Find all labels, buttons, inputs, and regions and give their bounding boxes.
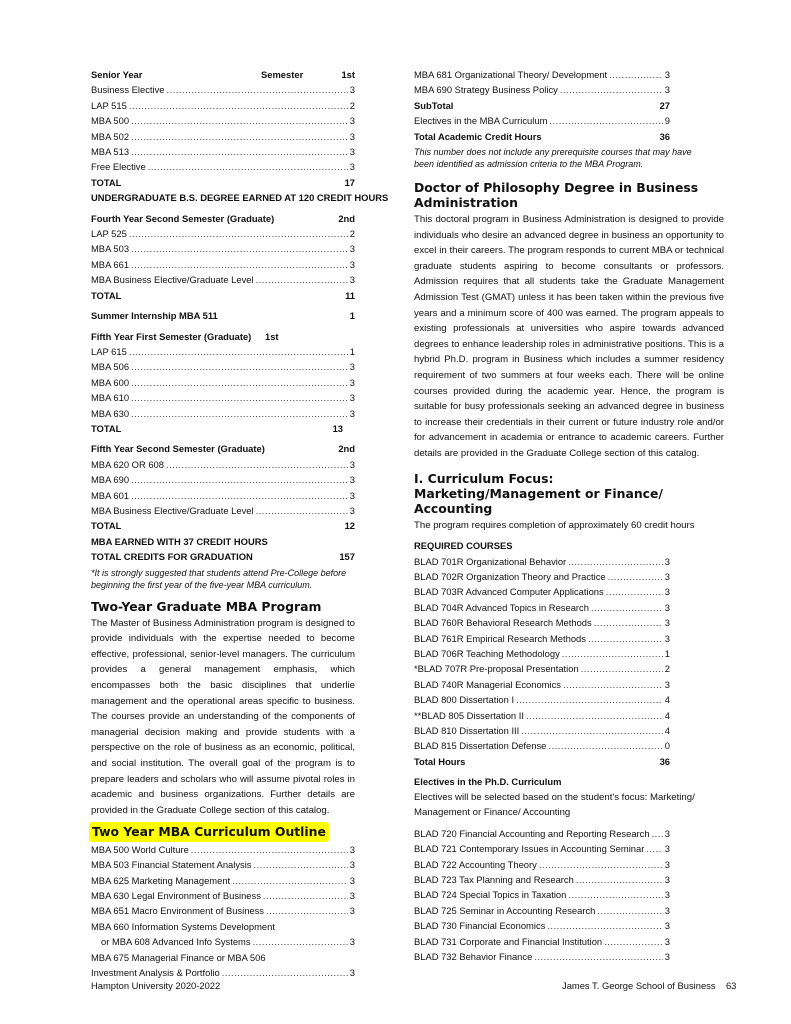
electives-mba-row: Electives in the MBA Curriculum ..... 9 <box>414 113 670 128</box>
outline-course-row-label: MBA 503 Financial Statement Analysis <box>91 859 252 871</box>
fifth-second-course-row <box>91 488 355 503</box>
fifth-first-course-row <box>91 406 355 421</box>
outline-course-row <box>91 873 355 888</box>
elective-course-row <box>414 826 670 841</box>
fifth-first-total-row: TOTAL 13 <box>91 422 343 434</box>
outline-course-row <box>91 903 355 918</box>
fifth-year-first-course-list <box>91 344 355 421</box>
elective-course-row-label: BLAD 730 Financial Economics <box>414 920 546 932</box>
senior-total-row: TOTAL 17 <box>91 176 355 188</box>
fifth-second-course-row <box>91 457 355 472</box>
senior-course-row-credits: 3 <box>349 161 355 173</box>
phd-electives-heading: Electives in the Ph.D. Curriculum <box>414 776 562 788</box>
required-courses-heading: REQUIRED COURSES <box>414 540 513 552</box>
fifth-year-second-course-list <box>91 457 355 519</box>
senior-course-row-label: Free Elective <box>91 161 146 173</box>
required-course-row-credits: 3 <box>664 555 670 567</box>
fifth-second-course-row-label: MBA Business Elective/Graduate Level <box>91 504 254 516</box>
required-course-row-label: BLAD 706R Teaching Methodology <box>414 647 560 659</box>
phd-electives-paragraph: Electives will be selected based on the student's focus: Marketing/ Management or Finance/ Accounting <box>414 791 695 819</box>
required-course-row <box>414 600 670 615</box>
elective-course-row <box>414 949 670 964</box>
senior-course-row <box>91 159 355 174</box>
elective-course-row <box>414 872 670 887</box>
total-academic-row: Total Academic Credit Hours 36 <box>414 130 670 142</box>
senior-course-row <box>91 98 355 113</box>
required-course-row <box>414 631 670 646</box>
mba-remaining-course-list <box>414 67 670 98</box>
required-course-row-label: BLAD 702R Organization Theory and Practice <box>414 570 606 582</box>
elective-course-row <box>414 934 670 949</box>
total-credits-row: TOTAL CREDITS FOR GRADUATION 157 <box>91 551 355 563</box>
mba-course-row-label: MBA 681 Organizational Theory/ Development <box>414 69 608 80</box>
curriculum-outline-heading: Two Year MBA Curriculum Outline <box>89 822 329 841</box>
elective-course-row-label: BLAD 720 Financial Accounting and Reporting Research <box>414 827 650 839</box>
required-course-row <box>414 646 670 661</box>
outline-course-row-label: MBA 500 World Culture <box>91 843 189 855</box>
elective-course-row <box>414 841 670 856</box>
outline-course-row-credits: 3 <box>349 859 355 871</box>
senior-course-row-label: MBA 513 <box>91 146 130 158</box>
elective-course-row <box>414 918 670 933</box>
required-course-row-credits: 1 <box>664 647 670 659</box>
fifth-second-course-row-credits: 3 <box>349 474 355 486</box>
fourth-course-row <box>91 241 355 256</box>
fourth-course-row <box>91 226 355 241</box>
fifth-first-course-row-credits: 3 <box>349 392 355 404</box>
fifth-year-first-header: Fifth Year First Semester (Graduate) 1st <box>91 330 279 342</box>
senior-year-course-list <box>91 82 355 174</box>
required-course-row-credits: 4 <box>664 694 670 706</box>
required-course-row <box>414 615 670 630</box>
elective-course-row <box>414 903 670 918</box>
elective-course-row-label: BLAD 732 Behavior Finance <box>414 951 533 963</box>
fourth-course-row-credits: 2 <box>349 228 355 240</box>
curriculum-outline-list <box>91 842 355 919</box>
fourth-course-row-label: MBA 661 <box>91 258 130 270</box>
senior-course-row <box>91 129 355 144</box>
required-course-row-label: BLAD 760R Behavioral Research Methods <box>414 617 592 629</box>
elective-course-row <box>414 857 670 872</box>
elective-course-row-credits: 3 <box>664 920 670 932</box>
mba-earned: MBA EARNED WITH 37 CREDIT HOURS <box>91 535 268 547</box>
prerequisite-note: This number does not include any prerequisite courses that may have been identified as admission criteria to the MBA Program. <box>414 147 692 170</box>
elective-course-row-credits: 3 <box>664 827 670 839</box>
fifth-second-course-row-credits: 3 <box>349 504 355 516</box>
elective-course-row-label: BLAD 725 Seminar in Accounting Research <box>414 904 596 916</box>
senior-course-row-credits: 3 <box>349 146 355 158</box>
left-column <box>91 67 389 980</box>
fifth-second-course-row-label: MBA 601 <box>91 489 130 501</box>
mba-course-row <box>414 67 670 82</box>
outline-course-row-credits: 3 <box>349 889 355 901</box>
required-course-row <box>414 738 670 753</box>
required-course-list <box>414 554 670 754</box>
elective-course-row-label: BLAD 723 Tax Planning and Research <box>414 874 574 886</box>
senior-course-row-credits: 3 <box>349 130 355 142</box>
fourth-year-course-list <box>91 226 355 288</box>
subtotal-row: SubTotal 27 <box>414 99 670 111</box>
mba-course-row-credits: 3 <box>664 69 670 80</box>
fifth-first-course-row-label: MBA 506 <box>91 361 130 373</box>
phd-heading: Doctor of Philosophy Degree in Business Administration <box>414 180 699 211</box>
elective-course-row-label: BLAD 731 Corporate and Financial Institution <box>414 935 603 947</box>
fifth-second-course-row-label: MBA 620 OR 608 <box>91 458 164 470</box>
elective-course-row-label: BLAD 722 Accounting Theory <box>414 858 537 870</box>
required-course-row-credits: 4 <box>664 709 670 721</box>
fifth-first-course-row-credits: 3 <box>349 376 355 388</box>
mba-course-row-credits: 3 <box>664 84 670 96</box>
fifth-first-course-row-credits: 3 <box>349 361 355 373</box>
fifth-second-course-row-credits: 3 <box>349 458 355 470</box>
two-year-mba-heading: Two-Year Graduate MBA Program <box>91 598 322 614</box>
two-year-mba-paragraph: The Master of Business Administration program is designed to provide individuals with the expertise needed to become effective, professional, senior-level managers. The curriculum provides a general management emphasis, which encompasses both the basic disciplines that underlie management and the operational areas specific to business. The courses provide an understanding of the components of managerial decision making and provide students with a perspective on the role of business as an economic, political, and social institution. The overall goal of the program is to prepare leaders and scholars who will assume pivotal roles in academic and business organizations. Further details are provided in the Graduate College section of this catalog. <box>91 617 355 816</box>
right-column <box>414 67 724 964</box>
curriculum-focus-paragraph: The program requires completion of approximately 60 credit hours <box>414 519 695 531</box>
outline-course-row-label: MBA 625 Marketing Management <box>91 874 231 886</box>
fifth-second-course-row <box>91 472 355 487</box>
fifth-first-course-row <box>91 390 355 405</box>
elective-course-row-credits: 3 <box>664 951 670 963</box>
required-course-row-credits: 3 <box>664 632 670 644</box>
fifth-first-course-row-label: MBA 610 <box>91 392 130 404</box>
elective-course-row-label: BLAD 721 Contemporary Issues in Accounting Seminar <box>414 843 645 855</box>
fifth-first-course-row <box>91 359 355 374</box>
fourth-course-row <box>91 272 355 287</box>
required-course-row-label: BLAD 761R Empirical Research Methods <box>414 632 586 644</box>
senior-course-row-label: MBA 502 <box>91 130 130 142</box>
fourth-course-row <box>91 257 355 272</box>
fourth-course-row-label: MBA Business Elective/Graduate Level <box>91 274 254 286</box>
required-course-row <box>414 584 670 599</box>
fifth-first-course-row-credits: 3 <box>349 407 355 419</box>
fourth-course-row-label: MBA 503 <box>91 243 130 255</box>
senior-course-row <box>91 82 355 97</box>
elective-course-row <box>414 887 670 902</box>
elective-course-row-credits: 3 <box>664 889 670 901</box>
fourth-course-row-label: LAP 525 <box>91 228 127 240</box>
elective-course-row-credits: 3 <box>664 843 670 855</box>
outline-608-row: or MBA 608 Advanced Info Systems ..... 3 <box>91 934 355 949</box>
required-course-row-label: BLAD 810 Dissertation III <box>414 725 520 736</box>
senior-course-row <box>91 144 355 159</box>
required-course-row-label: BLAD 703R Advanced Computer Applications <box>414 586 604 598</box>
curriculum-focus-heading: I. Curriculum Focus: Marketing/Management or Finance/ Accounting <box>414 470 663 516</box>
required-course-row-credits: 3 <box>664 601 670 613</box>
fourth-course-row-credits: 3 <box>349 258 355 270</box>
required-course-row-credits: 0 <box>664 740 670 752</box>
required-course-row-credits: 3 <box>664 570 670 582</box>
senior-course-row-credits: 3 <box>349 115 355 127</box>
outline-675-line: MBA 675 Managerial Finance or MBA 506 <box>91 951 266 963</box>
required-course-row <box>414 569 670 584</box>
phd-paragraph: This doctoral program in Business Administration is designed to provide individuals who desire an advanced degree in business an opportunity to excel in their careers. The program responds to current MBA or technical graduate students aspiring to become consultants or professors. Admission requires that all students take the Graduate Management Admission Test (GMAT) unless it has been taken within the previous five years and a minimum score of 400 was earned. The program appeals to existing professionals at universities who aspire towards advanced degrees to enhance leadership roles in administrative positions. This is a hybrid Ph.D. program in Business which includes a summer residency requirement of two summers at four weeks each. There will be online courses provided during the academic year. Hence, the program is suitable for busy professionals seeking an advanced degree in business to increase their credentials in their current or future industry role and/or for advancement in academia or entrance to academic careers. Further details are provided in the Graduate College section of this catalog. <box>414 214 724 459</box>
summer-internship-row: Summer Internship MBA 511 1 <box>91 310 355 322</box>
required-course-row <box>414 677 670 692</box>
footer-university: Hampton University 2020-2022 <box>91 980 221 991</box>
senior-course-row-label: MBA 500 <box>91 115 130 127</box>
required-course-row-credits: 3 <box>664 678 670 690</box>
senior-course-row-credits: 3 <box>349 84 355 96</box>
outline-course-row-credits: 3 <box>349 874 355 886</box>
fifth-second-total-row: TOTAL 12 <box>91 520 355 532</box>
required-course-row <box>414 723 670 738</box>
required-course-row-label: BLAD 704R Advanced Topics in Research <box>414 601 589 613</box>
senior-course-row-label: LAP 515 <box>91 99 127 111</box>
fifth-first-course-row-label: LAP 615 <box>91 345 127 357</box>
fifth-year-second-header: Fifth Year Second Semester (Graduate) 2nd <box>91 443 355 455</box>
required-course-row <box>414 692 670 707</box>
senior-course-row-credits: 2 <box>349 99 355 111</box>
outline-660-line: MBA 660 Information Systems Development <box>91 920 275 932</box>
elective-course-row-label: BLAD 724 Special Topics in Taxation <box>414 889 567 901</box>
fourth-course-row-credits: 3 <box>349 274 355 286</box>
required-course-row-credits: 3 <box>664 586 670 598</box>
outline-course-row <box>91 857 355 872</box>
outline-course-row <box>91 842 355 857</box>
required-course-row-label: BLAD 815 Dissertation Defense <box>414 740 547 752</box>
fifth-first-course-row-label: MBA 600 <box>91 376 130 388</box>
fifth-second-course-row-label: MBA 690 <box>91 474 130 486</box>
footer-school-page: James T. George School of Business 63 <box>562 980 737 991</box>
required-course-row-credits: 4 <box>664 725 670 736</box>
mba-course-row-label: MBA 690 Strategy Business Policy <box>414 84 558 96</box>
undergrad-degree-earned: UNDERGRADUATE B.S. DEGREE EARNED AT 120 CREDIT HOURS <box>91 192 389 204</box>
elective-course-row-credits: 3 <box>664 874 670 886</box>
fourth-course-row-credits: 3 <box>349 243 355 255</box>
fifth-second-course-row <box>91 503 355 518</box>
outline-course-row-label: MBA 630 Legal Environment of Business <box>91 889 261 901</box>
fifth-first-course-row <box>91 375 355 390</box>
required-course-row <box>414 661 670 676</box>
total-hours-row: Total Hours 36 <box>414 755 670 767</box>
elective-course-row-credits: 3 <box>664 935 670 947</box>
required-course-row-label: BLAD 800 Dissertation I <box>414 694 515 706</box>
fourth-total-row: TOTAL 11 <box>91 289 355 301</box>
fifth-first-course-row-credits: 1 <box>349 345 355 357</box>
required-course-row <box>414 708 670 723</box>
required-course-row-label: BLAD 740R Managerial Economics <box>414 678 561 690</box>
required-course-row-label: **BLAD 805 Dissertation II <box>414 709 524 721</box>
elective-course-row-credits: 3 <box>664 904 670 916</box>
fifth-second-course-row-credits: 3 <box>349 489 355 501</box>
outline-investment-row: Investment Analysis & Portfolio ..... 3 <box>91 965 355 980</box>
senior-year-header: Senior Year Semester 1st <box>91 69 355 80</box>
elective-course-list <box>414 826 670 965</box>
outline-course-row-credits: 3 <box>349 843 355 855</box>
required-course-row <box>414 554 670 569</box>
fourth-year-header: Fourth Year Second Semester (Graduate) 2nd <box>91 212 355 224</box>
pre-college-note: *It is strongly suggested that students attend Pre-College before beginning the first year of the five-year MBA curriculum. <box>91 567 347 590</box>
elective-course-row-credits: 3 <box>664 858 670 870</box>
outline-course-row <box>91 888 355 903</box>
fifth-first-course-row-label: MBA 630 <box>91 407 130 419</box>
required-course-row-label: *BLAD 707R Pre-proposal Presentation <box>414 663 579 675</box>
mba-course-row <box>414 82 670 97</box>
outline-course-row-credits: 3 <box>349 905 355 917</box>
required-course-row-credits: 3 <box>664 617 670 629</box>
outline-course-row-label: MBA 651 Macro Environment of Business <box>91 905 264 917</box>
fifth-first-course-row <box>91 344 355 359</box>
senior-course-row <box>91 113 355 128</box>
senior-course-row-label: Business Elective <box>91 84 165 96</box>
required-course-row-label: BLAD 701R Organizational Behavior <box>414 555 567 567</box>
required-course-row-credits: 2 <box>664 663 670 675</box>
